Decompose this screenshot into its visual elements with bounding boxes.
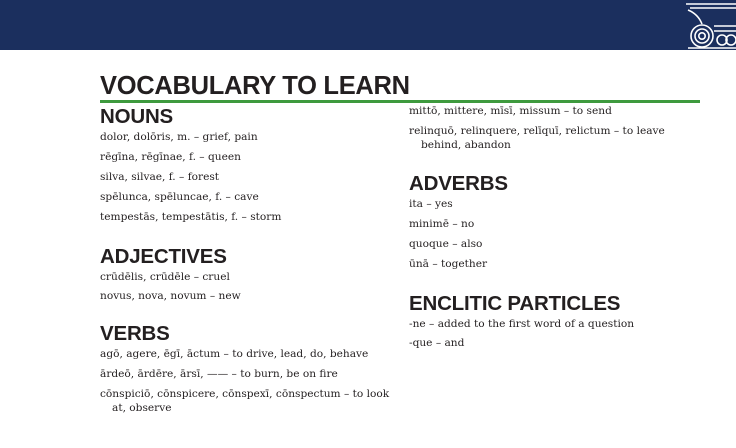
vocab-entry: agō, agere, ēgī, āctum – to drive, lead, do, behave (100, 348, 369, 361)
vocab-entry: tempestās, tempestātis, f. – storm (100, 210, 282, 223)
verbs-heading: VERBS (100, 322, 170, 346)
vocab-entry: ārdeō, ārdēre, ārsī, —— – to burn, be on fire (100, 368, 338, 381)
vocab-entry: quoque – also (409, 237, 483, 250)
title-divider (100, 100, 700, 103)
adverbs-heading: ADVERBS (409, 171, 508, 195)
page-title: VOCABULARY TO LEARN (100, 72, 410, 100)
left-column (100, 104, 400, 415)
vocab-entry: cōnspiciō, cōnspicere, cōnspexī, cōnspectum – to look at, observe (100, 388, 390, 415)
vocab-entry: rēgīna, rēgīnae, f. – queen (100, 150, 241, 163)
vocab-entry: silva, silvae, f. – forest (100, 170, 220, 183)
vocab-entry: relinquō, relinquere, relīquī, relictum – to leave behind, abandon (409, 124, 665, 151)
verbs-list-continued (409, 104, 699, 152)
vocab-entry: ita – yes (409, 197, 453, 210)
right-column (409, 104, 699, 350)
adverbs-list (409, 197, 699, 271)
vocab-entry: mittō, mittere, mīsī, missum – to send (409, 105, 612, 117)
enclitics-heading: ENCLITIC PARTICLES (409, 291, 621, 315)
vocab-entry: -ne – added to the first word of a question (409, 317, 635, 330)
vocab-entry: -que – and (409, 337, 465, 350)
vocab-entry: crūdēlis, crūdēle – cruel (100, 270, 230, 283)
verbs-list (100, 347, 400, 415)
vocab-entry: dolor, dolōris, m. – grief, pain (100, 131, 258, 143)
adjectives-list (100, 270, 400, 304)
adjectives-heading: ADJECTIVES (100, 244, 227, 268)
ionic-column-capital-icon (684, 0, 736, 50)
nouns-list (100, 130, 400, 224)
vocab-entry: spēlunca, spēluncae, f. – cave (100, 190, 259, 203)
header-band (0, 0, 736, 50)
enclitics-list (409, 317, 699, 351)
vocab-entry: novus, nova, novum – new (100, 290, 241, 303)
vocab-entry: minimē – no (409, 217, 475, 230)
vocab-entry: ūnā – together (409, 257, 488, 270)
nouns-heading: NOUNS (100, 105, 174, 128)
